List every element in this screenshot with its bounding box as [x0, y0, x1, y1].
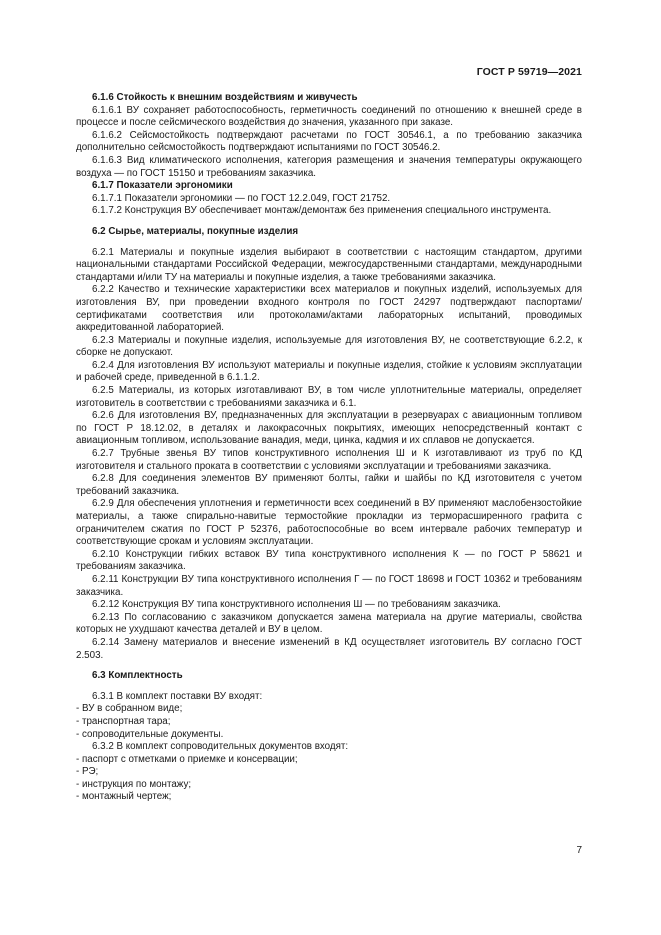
paragraph-6-3-2: 6.3.2 В комплект сопроводительных документов входят: [92, 741, 349, 753]
paragraph-6-2-8: 6.2.8 Для соединения элементов ВУ применяют болты, гайки и шайбы по КД изготовителя с учетом требований заказчика. [76, 473, 582, 497]
list-item: - ВУ в собранном виде; [76, 703, 183, 715]
section-6-2-heading: 6.2 Сырье, материалы, покупные изделия [92, 225, 299, 237]
paragraph-6-2-9: 6.2.9 Для обеспечения уплотнения и герметичности всех соединений в ВУ применяют маслобензостойкие материалы, а также спирально-навитые термостойкие прокладки из терморасширенного графита с ограничителем сжатия по ГОСТ Р 52376, работоспособные во всем интервале рабочих температур и соответствующие срокам и условиям эксплуатации. [76, 498, 582, 548]
paragraph-6-3-1: 6.3.1 В комплект поставки ВУ входят: [92, 690, 263, 702]
paragraph-6-2-5: 6.2.5 Материалы, из которых изготавливают ВУ, в том числе уплотнительные материалы, определяет изготовитель в соответствии с требованиями заказчика и 6.1. [76, 385, 582, 409]
paragraph-6-1-6-3: 6.1.6.3 Вид климатического исполнения, категория размещения и значения температуры окружающего воздуха — по ГОСТ 15150 и требованиям заказчика. [76, 154, 582, 179]
paragraph-6-2-2: 6.2.2 Качество и технические характеристики всех материалов и покупных изделий, используемых для изготовления ВУ, при проведении входного контроля по ГОСТ 24297 подтверждают паспортами/сертификатами соответствия или протоколами/актами лабораторных испытаний, проводимых аккредитованной лабораторией. [76, 284, 582, 334]
paragraph-6-1-7-1: 6.1.7.1 Показатели эргономики — по ГОСТ 12.2.049, ГОСТ 21752. [92, 192, 391, 204]
section-6-3-heading: 6.3 Комплектность [92, 670, 183, 682]
paragraph-6-2-13: 6.2.13 По согласованию с заказчиком допускается замена материала на другие материалы, свойства которых не ухудшают качества деталей и ВУ в целом. [76, 611, 582, 636]
list-item: - монтажный чертеж; [76, 791, 172, 803]
list-item: - инструкция по монтажу; [76, 778, 192, 790]
document-code: ГОСТ Р 59719—2021 [476, 66, 582, 78]
paragraph-6-2-4: 6.2.4 Для изготовления ВУ используют материалы и покупные изделия, стойкие к условиям эксплуатации и рабочей среде, приведенной в 6.1.1.2. [76, 359, 582, 384]
list-item: - паспорт с отметками о приемке и консервации; [76, 753, 298, 765]
paragraph-6-1-6-1: 6.1.6.1 ВУ сохраняет работоспособность, герметичность соединений по отношению к внешней среде в процессе и после сейсмического воздействия до значения, указанного при заказе. [76, 104, 582, 129]
paragraph-6-2-10: 6.2.10 Конструкции гибких вставок ВУ типа конструктивного исполнения К — по ГОСТ Р 58621 и требованиям заказчика. [76, 548, 582, 573]
list-item: - сопроводительные документы. [76, 728, 224, 740]
paragraph-6-2-6: 6.2.6 Для изготовления ВУ, предназначенных для эксплуатации в резервуарах с авиационным топливом по ГОСТ Р 18.12.02, в деталях и лакокрасочных покрытиях, имеющих непосредственный контакт с авиационным топливом, использование ванадия, меди, цинка, кадмия и их сплавов не допускается. [76, 410, 582, 447]
section-6-1-7-heading: 6.1.7 Показатели эргономики [92, 180, 233, 192]
paragraph-6-2-12: 6.2.12 Конструкция ВУ типа конструктивного исполнения Ш — по требованиям заказчика. [92, 599, 501, 611]
paragraph-6-2-11: 6.2.11 Конструкции ВУ типа конструктивного исполнения Г — по ГОСТ 18698 и ГОСТ 10362 и требованиям заказчика. [76, 573, 582, 598]
paragraph-6-2-3: 6.2.3 Материалы и покупные изделия, используемые для изготовления ВУ, не соответствующие 6.2.2, к сборке не допускают. [76, 334, 582, 359]
paragraph-6-1-6-2: 6.1.6.2 Сейсмостойкость подтверждают расчетами по ГОСТ 30546.1, а по требованию заказчика дополнительно сейсмостойкость подтверждают испытаниями по ГОСТ 30546.2. [76, 129, 582, 154]
document-body [76, 92, 582, 804]
paragraph-6-2-7: 6.2.7 Трубные звенья ВУ типов конструктивного исполнения Ш и К изготавливают из труб по КД изготовителя и стального проката в соответствии с условиями эксплуатации и требованиями заказчика. [76, 448, 582, 472]
list-item: - транспортная тара; [76, 715, 171, 727]
paragraph-6-1-7-2: 6.1.7.2 Конструкция ВУ обеспечивает монтаж/демонтаж без применения специального инструмента. [92, 205, 552, 217]
paragraph-6-2-1: 6.2.1 Материалы и покупные изделия выбирают в соответствии с настоящим стандартом, другими национальными стандартами Российской Федерации, межгосударственными стандартами, международными стандартами и/или ТУ на материалы и покупные изделия, а также требованиями заказчика. [76, 246, 582, 283]
list-item: - РЭ; [76, 766, 99, 778]
section-6-1-6-heading: 6.1.6 Стойкость к внешним воздействиям и живучесть [92, 92, 358, 103]
page-number: 7 [576, 845, 582, 856]
paragraph-6-2-14: 6.2.14 Замену материалов и внесение изменений в КД осуществляет изготовитель ВУ согласно ГОСТ 2.503. [76, 636, 582, 661]
